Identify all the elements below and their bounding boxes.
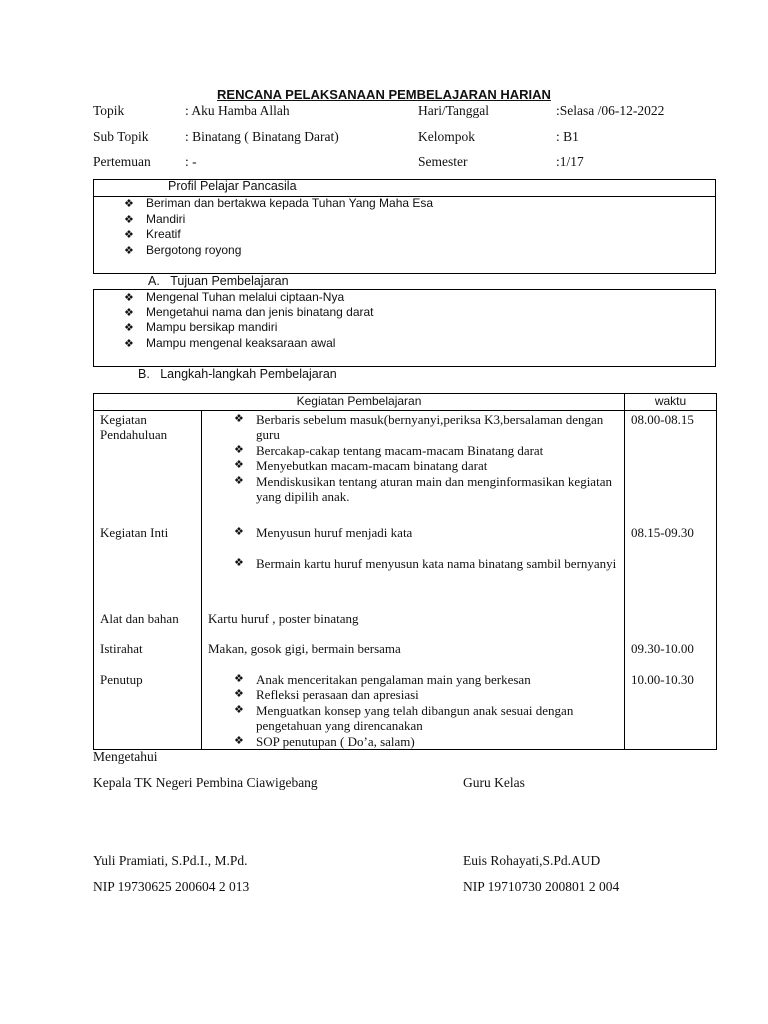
inti-time: 08.15-09.30 xyxy=(625,505,717,605)
istirahat-time: 09.30-10.00 xyxy=(625,626,717,657)
kelompok-value: : B1 xyxy=(556,129,579,144)
guru-name: Euis Rohayati,S.Pd.AUD xyxy=(463,853,601,868)
guru-title: Guru Kelas xyxy=(463,775,525,790)
tujuan-item: ❖ Mampu bersikap mandiri xyxy=(124,320,278,334)
table-row xyxy=(94,605,717,627)
list-item: ❖ Anak menceritakan pengalaman main yang berkesan xyxy=(234,672,618,688)
alat-time xyxy=(625,605,717,627)
penutup-label: Penutup xyxy=(94,657,202,750)
col-kegiatan-header: Kegiatan Pembelajaran xyxy=(94,394,625,411)
mengetahui-text: Mengetahui xyxy=(93,749,158,764)
pertemuan-label: Pertemuan xyxy=(93,154,151,169)
topik-label: Topik xyxy=(93,103,125,118)
list-item: ❖ Bermain kartu huruf menyusun kata nama binatang sambil bernyanyi xyxy=(234,556,618,572)
semester-value: :1/17 xyxy=(556,154,584,169)
list-item: ❖ Berbaris sebelum masuk(bernyanyi,periksa K3,bersalaman dengan guru xyxy=(234,412,618,443)
inti-activities xyxy=(202,505,625,605)
tujuan-item: ❖ Mampu mengenal keaksaraan awal xyxy=(124,336,336,350)
istirahat-text: Makan, gosok gigi, bermain bersama xyxy=(202,626,625,657)
profil-heading: Profil Pelajar Pancasila xyxy=(168,179,297,193)
pertemuan-value: : - xyxy=(185,154,197,169)
list-item: ❖ Bercakap-cakap tentang macam-macam Binatang darat xyxy=(234,443,618,459)
profil-item: ❖ Bergotong royong xyxy=(124,243,242,257)
guru-nip: NIP 19710730 200801 2 004 xyxy=(463,879,620,894)
profil-item: ❖ Kreatif xyxy=(124,227,181,241)
penutup-time: 10.00-10.30 xyxy=(625,657,717,750)
kepala-name: Yuli Pramiati, S.Pd.I., M.Pd. xyxy=(93,853,248,868)
langkah-heading: B. Langkah-langkah Pembelajaran xyxy=(138,367,337,381)
hari-value: :Selasa /06-12-2022 xyxy=(556,103,665,118)
subtopik-value: : Binatang ( Binatang Darat) xyxy=(185,129,339,144)
penutup-activities xyxy=(202,657,625,750)
list-item: ❖ Refleksi perasaan dan apresiasi xyxy=(234,687,618,703)
kepala-title: Kepala TK Negeri Pembina Ciawigebang xyxy=(93,775,318,790)
tujuan-heading: A. Tujuan Pembelajaran xyxy=(148,274,289,288)
pendahuluan-activities xyxy=(202,410,625,505)
list-item: ❖ Menyebutkan macam-macam binatang darat xyxy=(234,458,618,474)
alat-text: Kartu huruf , poster binatang xyxy=(202,605,625,627)
list-item: ❖ Menyusun huruf menjadi kata xyxy=(234,525,618,541)
col-waktu-header: waktu xyxy=(625,394,717,411)
table-row xyxy=(94,505,717,605)
pendahuluan-label: Kegiatan Pendahuluan xyxy=(94,410,202,505)
inti-label: Kegiatan Inti xyxy=(94,505,202,605)
document-title: RENCANA PELAKSANAAN PEMBELAJARAN HARIAN xyxy=(217,87,551,102)
semester-label: Semester xyxy=(418,154,468,169)
langkah-table xyxy=(93,393,717,750)
list-item: ❖ Menguatkan konsep yang telah dibangun anak sesuai dengan pengetahuan yang direncanakan xyxy=(234,703,618,734)
hari-label: Hari/Tanggal xyxy=(418,103,490,118)
pendahuluan-time: 08.00-08.15 xyxy=(625,410,717,505)
table-header-row xyxy=(94,394,717,411)
list-item: ❖ Mendiskusikan tentang aturan main dan menginformasikan kegiatan yang dipilih anak. xyxy=(234,474,618,505)
list-item: ❖ SOP penutupan ( Do’a, salam) xyxy=(234,734,618,750)
subtopik-label: Sub Topik xyxy=(93,129,149,144)
tujuan-item: ❖ Mengetahui nama dan jenis binatang darat xyxy=(124,305,374,319)
profil-item: ❖ Mandiri xyxy=(124,212,186,226)
tujuan-item: ❖ Mengenal Tuhan melalui ciptaan-Nya xyxy=(124,290,345,304)
profil-item: ❖ Beriman dan bertakwa kepada Tuhan Yang Maha Esa xyxy=(124,196,434,210)
table-row xyxy=(94,626,717,657)
topik-value: : Aku Hamba Allah xyxy=(185,103,290,118)
kepala-nip: NIP 19730625 200604 2 013 xyxy=(93,879,250,894)
istirahat-label: Istirahat xyxy=(94,626,202,657)
alat-label: Alat dan bahan xyxy=(94,605,202,627)
table-row xyxy=(94,410,717,505)
kelompok-label: Kelompok xyxy=(418,129,475,144)
table-row xyxy=(94,657,717,750)
profil-box xyxy=(93,179,716,274)
